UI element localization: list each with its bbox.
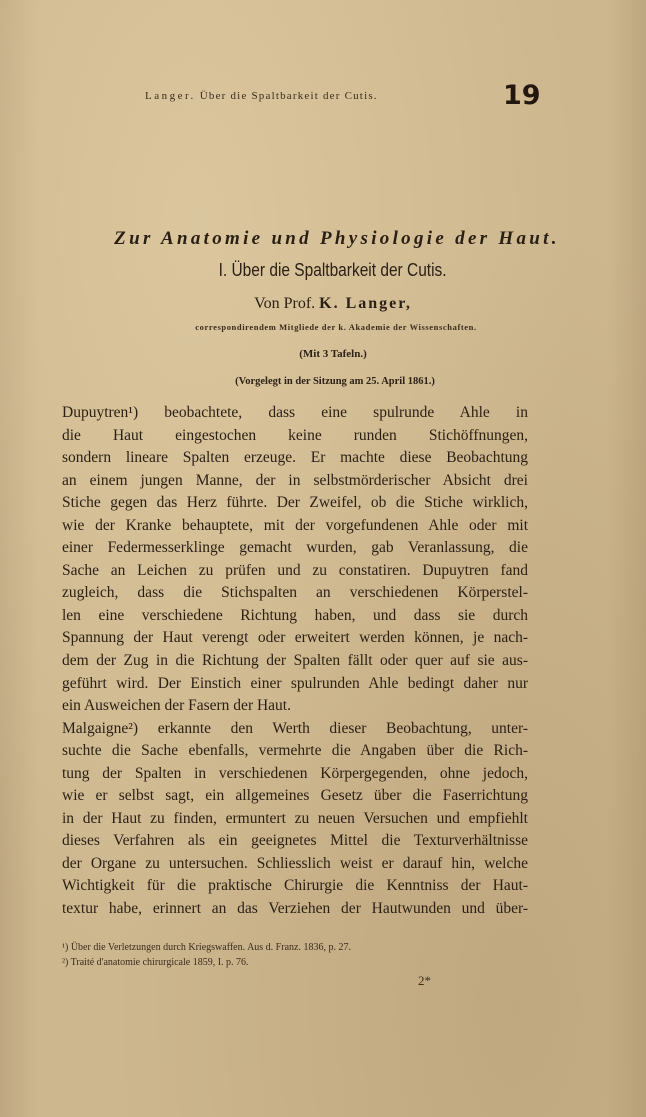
author-affiliation: correspondirendem Mitgliede der k. Akademie der Wissenschaften. [195,322,477,332]
text-line: dieses Verfahren als ein geeignetes Mittel die Texturverhältnisse [62,832,528,850]
running-head-title: Über die Spaltbarkeit der Cutis. [195,90,378,102]
footnotes [62,940,528,970]
text-line: Malgaigne²) erkannte den Werth dieser Beobachtung, unter- [62,719,528,737]
text-line: an einem jungen Manne, der in selbstmörderischer Absicht drei [62,471,528,489]
text-line: sondern lineare Spalten erzeuge. Er machte diese Beobachtung [62,449,528,467]
text-line: Dupuytren¹) beobachtete, dass eine spulrunde Ahle in [62,404,528,421]
text-line: textur habe, erinnert an das Verziehen der Hautwunden und über- [62,900,528,918]
text-line: geführt wird. Der Einstich einer spulrunden Ahle bedingt daher nur [62,674,528,692]
presentation-note: (Vorgelegt in der Sitzung am 25. April 1861.) [235,376,435,387]
text-line: Stiche gegen das Herz führte. Der Zweifel, ob die Stiche wirklich, [62,494,528,512]
text-line: wie er selbst sagt, ein allgemeines Gesetz über die Faserrichtung [62,787,528,805]
text-line: Spannung der Haut verengt oder erweitert werden können, je nach- [62,629,528,647]
text-line: die Haut eingestochen keine runden Stichöffnungen, [62,426,528,444]
text-line: zugleich, dass die Stichspalten an verschiedenen Körperstel- [62,584,528,602]
byline [0,295,646,313]
signature-mark: 2* [418,973,431,988]
text-line: in der Haut zu finden, ermuntert zu neuen Versuchen und empfiehlt [62,809,528,827]
plates-note: (Mit 3 Tafeln.) [299,348,367,360]
article-title: Zur Anatomie und Physiologie der Haut. [114,228,560,249]
text-line: suchte die Sache ebenfalls, vermehrte die Angaben über die Rich- [62,742,528,760]
byline-prefix: Von Prof. [254,295,320,312]
text-line: Wichtigkeit für die praktische Chirurgie die Kenntniss der Haut- [62,877,528,895]
running-head [145,90,378,102]
page-number: 19 [503,80,541,111]
body-text [62,402,528,921]
author-name: K. Langer, [319,295,412,312]
text-line: der Organe zu untersuchen. Schliesslich weist er darauf hin, welche [62,854,528,872]
text-line: wie der Kranke behauptete, mit der vorgefundenen Ahle oder mit [62,516,528,534]
running-head-author: Langer. [145,90,196,102]
footnote: ²) Traité d'anatomie chirurgicale 1859, I. p. 76. [62,957,249,968]
text-line: len eine verschiedene Richtung haben, und dass sie durch [62,606,528,624]
text-line: dem der Zug in die Richtung der Spalten fällt oder quer auf sie aus- [62,652,528,670]
text-line: Sache an Leichen zu prüfen und zu constatiren. Dupuytren fand [62,561,528,579]
article-subtitle: I. Über die Spaltbarkeit der Cutis. [218,260,447,280]
text-line: ein Ausweichen der Fasern der Haut. [62,697,291,715]
text-line: tung der Spalten in verschiedenen Körpergegenden, ohne jedoch, [62,764,528,782]
footnote: ¹) Über die Verletzungen durch Kriegswaffen. Aus d. Franz. 1836, p. 27. [62,942,351,953]
text-line: einer Federmesserklinge gemacht wurden, gab Veranlassung, die [62,539,528,557]
